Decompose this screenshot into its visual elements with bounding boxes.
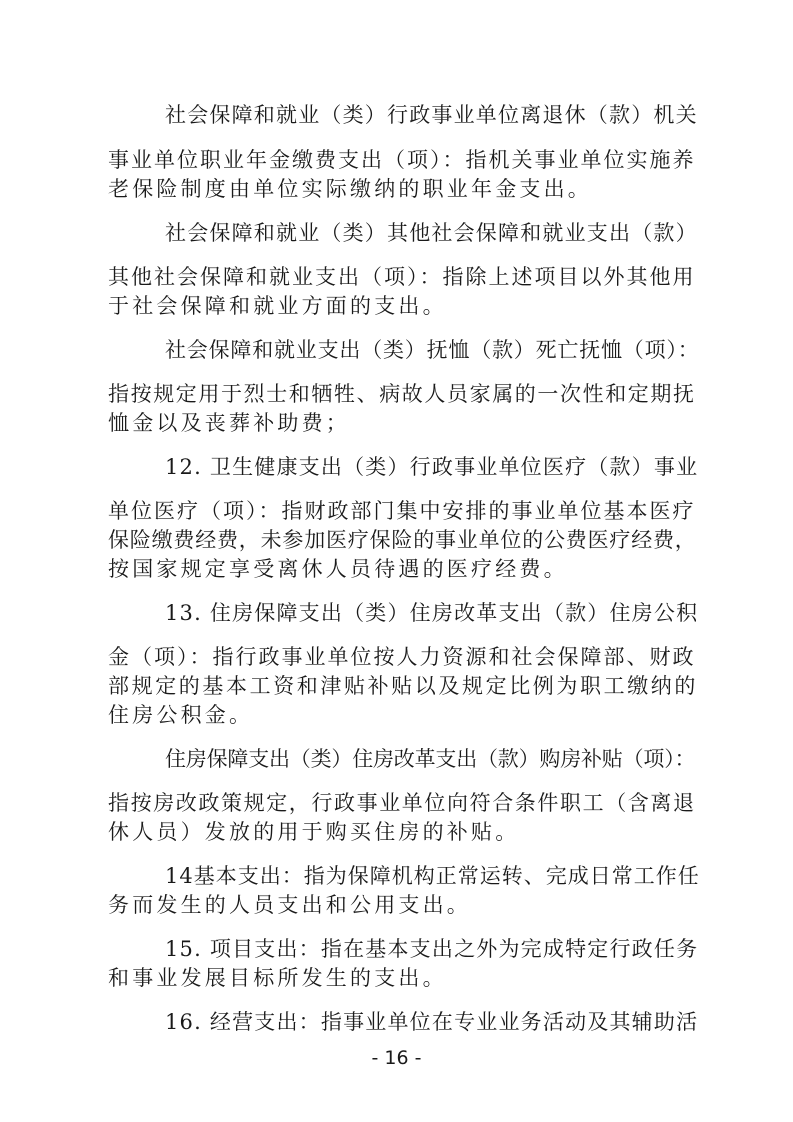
text-line: 12. 卫生健康支出（类）行政事业单位医疗（款）事业 <box>165 455 699 479</box>
text-line: 老保险制度由单位实际缴纳的职业年金支出。 <box>108 177 592 201</box>
text-line: 单位医疗（项）：指财政部门集中安排的事业单位基本医疗 <box>108 499 696 523</box>
text-line: 金（项）：指行政事业单位按人力资源和社会保障部、财政 <box>108 645 696 669</box>
text-line: 事业单位职业年金缴费支出（项）：指机关事业单位实施养 <box>108 148 696 172</box>
page-number: - 16 - <box>371 1047 422 1069</box>
text-line: 部规定的基本工资和津贴补贴以及规定比例为职工缴纳的 <box>108 674 698 698</box>
text-line: 指按房改政策规定，行政事业单位向符合条件职工（含离退 <box>108 791 696 815</box>
text-line: 16. 经营支出：指事业单位在专业业务活动及其辅助活 <box>165 1010 699 1034</box>
text-line: 休人员）发放的用于购买住房的补贴。 <box>108 820 520 844</box>
text-line: 保险缴费经费，未参加医疗保险的事业单位的公费医疗经费， <box>108 528 697 552</box>
text-line: 恤金以及丧葬补助费； <box>108 411 350 435</box>
text-line: 社会保障和就业（类）其他社会保障和就业支出（款） <box>165 221 698 245</box>
text-line: 13. 住房保障支出（类）住房改革支出（款）住房公积 <box>165 601 699 625</box>
text-line: 14基本支出：指为保障机构正常运转、完成日常工作任 <box>165 864 700 888</box>
text-line: 其他社会保障和就业支出（项）：指除上述项目以外其他用 <box>108 265 696 289</box>
text-line: 住房保障支出（类）住房改革支出（款）购房补贴（项）： <box>165 747 696 771</box>
text-line: 务而发生的人员支出和公用支出。 <box>108 893 471 917</box>
text-line: 社会保障和就业支出（类）抚恤（款）死亡抚恤（项）： <box>165 338 700 362</box>
text-line: 和事业发展目标所发生的支出。 <box>108 966 447 990</box>
text-line: 指按规定用于烈士和牺牲、病故人员家属的一次性和定期抚 <box>108 382 696 406</box>
text-line: 社会保障和就业（类）行政事业单位离退休（款）机关 <box>165 103 698 127</box>
text-line: 按国家规定享受离休人员待遇的医疗经费。 <box>108 557 568 581</box>
text-line: 于社会保障和就业方面的支出。 <box>108 294 447 318</box>
text-line: 15. 项目支出：指在基本支出之外为完成特定行政任务 <box>165 937 699 961</box>
text-line: 住房公积金。 <box>108 703 254 727</box>
